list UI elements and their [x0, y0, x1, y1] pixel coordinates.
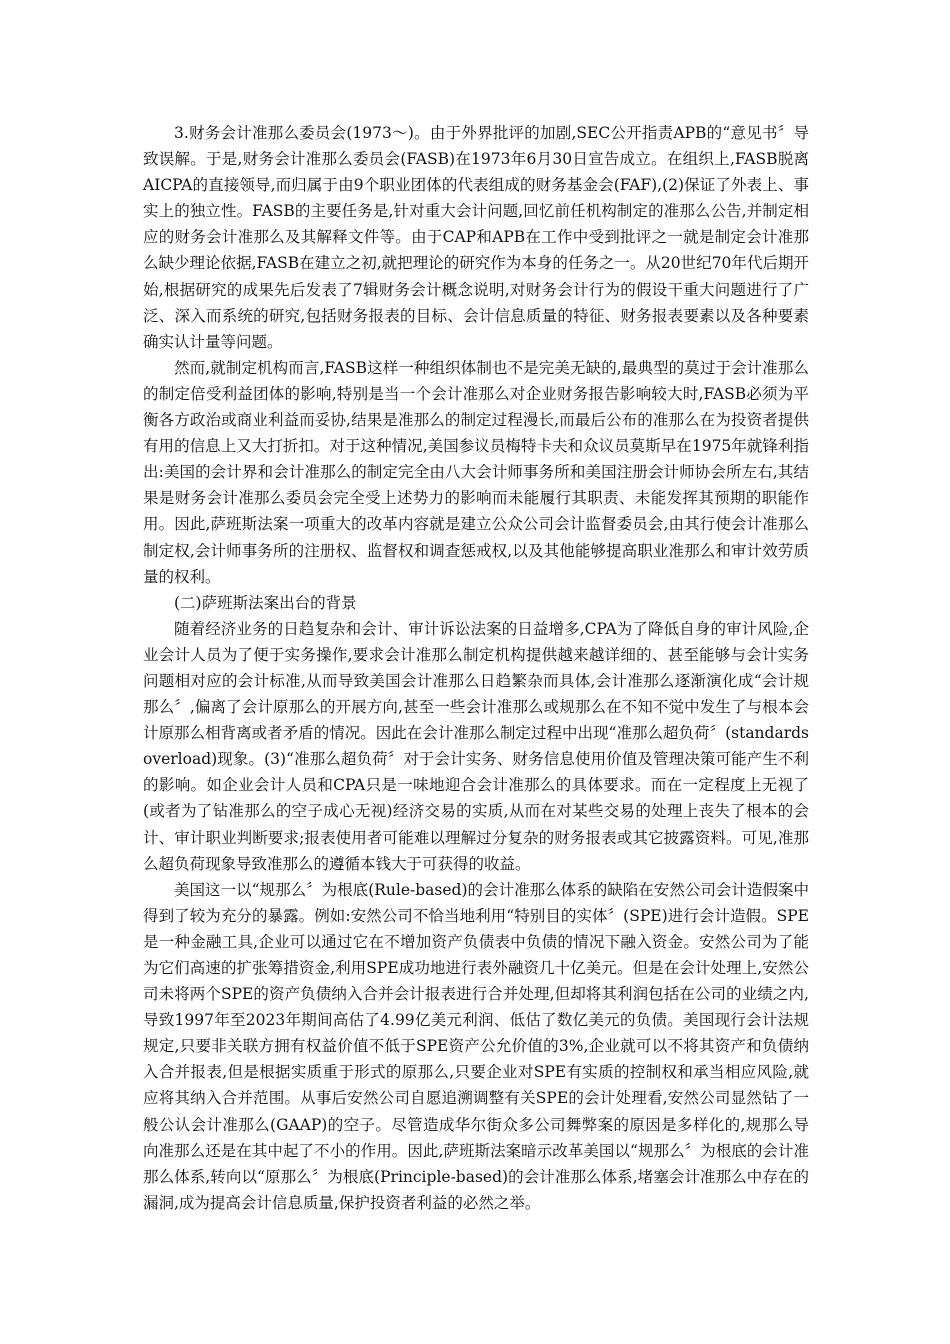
paragraph-standards-overload: 随着经济业务的日趋复杂和会计、审计诉讼法案的日益增多,CPA为了降低自身的审计风险,企业会计人员为了便于实务操作,要求会计准那么制定机构提供越来越详细的、甚至能够与会计实务问题相对应的会计标准,从而导致美国会计准那么日趋繁杂而具体,会计准那么逐渐演化成“会计规那么〞,偏离了会计原那么的开展方向,甚至一些会计准那么或规那么在不知不觉中发生了与根本会计原那么相背离或者矛盾的情况。因此在会计准那么制定过程中出现“准那么超负荷〞(standards overload)现象。(3)“准那么超负荷〞对于会计实务、财务信息使用价值及管理决策可能产生不利的影响。如企业会计人员和CPA只是一味地迎合会计准那么的具体要求。而在一定程度上无视了(或者为了钻准那么的空子成心无视)经济交易的实质,从而在对某些交易的处理上丧失了根本的会计、审计职业判断要求;报表使用者可能难以理解过分复杂的财务报表或其它披露资料。可见,准那么超负荷现象导致准那么的遵循本钱大于可获得的收益。 — [143, 619, 809, 873]
paragraph-enron-case: 美国这一以“规那么〞为根底(Rule-based)的会计准那么体系的缺陷在安然公司会计造假案中得到了较为充分的暴露。例如:安然公司不恰当地利用“特别目的实体〞(SPE)进行会计造假。SPE是一种金融工具,企业可以通过它在不增加资产负债表中负债的情况下融入资金。安然公司为了能为它们高速的扩张筹措资金,利用SPE成功地进行表外融资几十亿美元。但是在会计处理上,安然公司未将两个SPE的资产负债纳入合并会计报表进行合并处理,但却将其利润包括在公司的业绩之内,导致1997年至2023年期间高估了4.99亿美元利润、低估了数亿美元的负债。美国现行会计法规规定,只要非关联方拥有权益价值不低于SPE资产公允价值的3%,企业就可以不将其资产和负债纳入合并报表,但是根据实质重于形式的原那么,只要企业对SPE有实质的控制权和承当相应风险,就应将其纳入合并范围。从事后安然公司自愿追溯调整有关SPE的会计处理看,安然公司显然钻了一般公认会计准那么(GAAP)的空子。尽管造成华尔街众多公司舞弊案的原因是多样化的,规那么导向准那么还是在其中起了不小的作用。因此,萨班斯法案暗示改革美国以“规那么〞为根底的会计准那么体系,转向以“原那么〞为根底(Principle-based)的会计准那么体系,堵塞会计准那么中存在的漏洞,成为提高会计信息质量,保护投资者利益的必然之举。 — [143, 880, 809, 1212]
paragraph-fasb-history: 3.财务会计准那么委员会(1973～)。由于外界批评的加剧,SEC公开指责APB的“意见书〞导致误解。于是,财务会计准那么委员会(FASB)在1973年6月30日宣告成立。在组织上,FASB脱离AICPA的直接领导,而归属于由9个职业团体的代表组成的财务基金会(FAF),(2)保证了外表上、事实上的独立性。FASB的主要任务是,针对重大会计问题,回忆前任机构制定的准那么公告,并制定相应的财务会计准那么及其解释文件等。由于CAP和APB在工作中受到批评之一就是制定会计准那么缺少理论依据,FASB在建立之初,就把理论的研究作为本身的任务之一。从20世纪70年代后期开始,根据研究的成果先后发表了7辑财务会计概念说明,对财务会计行为的假设干重大问题进行了广泛、深入而系统的研究,包括财务报表的目标、会计信息质量的特征、财务报表要素以及各种要素确实认计量等问题。 — [143, 124, 809, 351]
paragraph-fasb-critique: 然而,就制定机构而言,FASB这样一种组织体制也不是完美无缺的,最典型的莫过于会计准那么的制定倍受利益团体的影响,特别是当一个会计准那么对企业财务报告影响较大时,FASB必须为平衡各方政治或商业利益而妥协,结果是准那么的制定过程漫长,而最后公布的准那么在为投资者提供有用的信息上又大打折扣。对于这种情况,美国参议员梅特卡夫和众议员莫斯早在1975年就锋利指出:美国的会计界和会计准那么的制定完全由八大会计师事务所和美国注册会计师协会所左右,其结果是财务会计准那么委员会完全受上述势力的影响而未能履行其职责、未能发挥其预期的职能作用。因此,萨班斯法案一项重大的改革内容就是建立公众公司会计监督委员会,由其行使会计准那么制定权,会计师事务所的注册权、监督权和调查惩戒权,以及其他能够提高职业准那么和审计效劳质量的权利。 — [143, 358, 809, 586]
section-heading-background: (二)萨班斯法案出台的背景 — [174, 593, 357, 612]
document-body — [143, 120, 809, 1216]
